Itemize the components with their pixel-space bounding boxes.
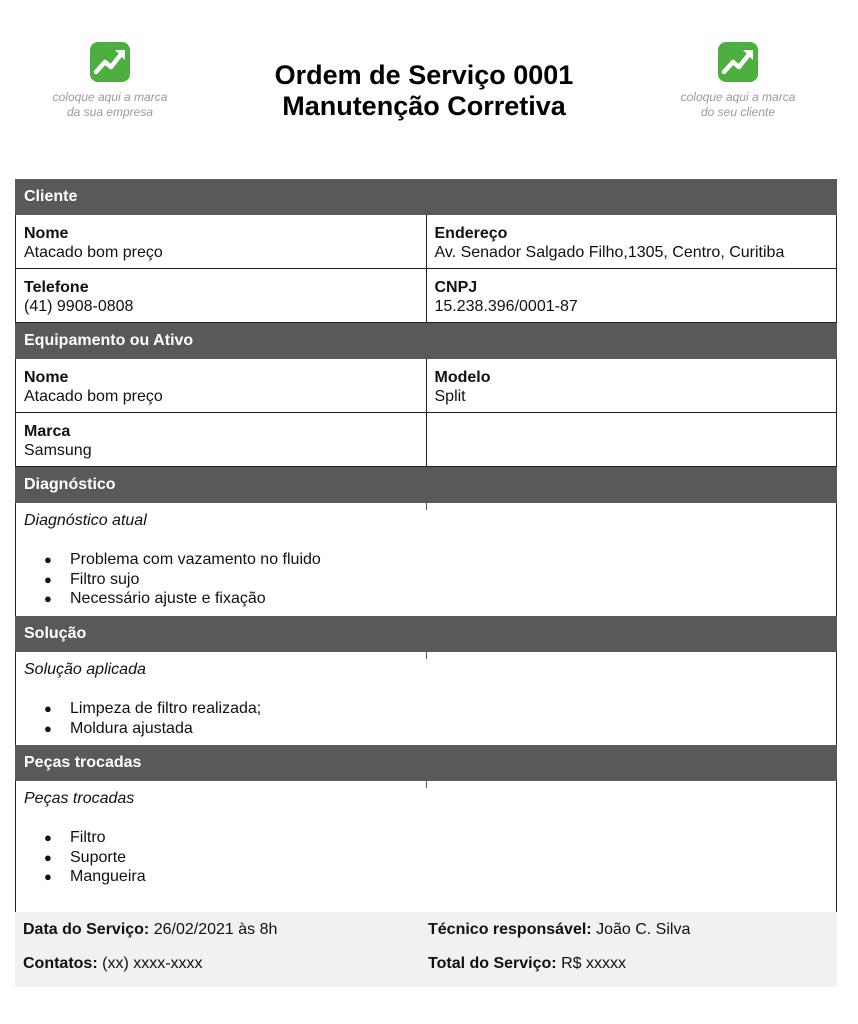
growth-arrow-logo-icon (716, 40, 760, 84)
table-row (15, 413, 837, 467)
field-cliente-nome: Nome Atacado bom preço (24, 225, 163, 261)
divider-tick (426, 503, 427, 510)
field-tecnico: Técnico responsável: João C. Silva (428, 921, 691, 938)
field-total: Total do Serviço: R$ xxxxx (428, 955, 626, 972)
field-equipamento-marca: Marca Samsung (24, 423, 92, 459)
pecas-intro: Peças trocadas (24, 790, 135, 807)
section-header-cliente: Cliente (15, 179, 837, 215)
list-item: ● Necessário ajuste e fixação (70, 589, 828, 609)
field-cliente-cnpj: CNPJ 15.238.396/0001-87 (426, 269, 837, 322)
list-item: ● Problema com vazamento no fluido (70, 550, 828, 570)
page-title: Ordem de Serviço 0001 Manutenção Corretiva (274, 60, 574, 121)
diagnostico-list (24, 550, 828, 609)
company-logo-caption: coloque aqui a marca da sua empresa (52, 90, 168, 119)
pecas-list (24, 828, 828, 887)
empty-cell (426, 413, 837, 466)
table-row (15, 269, 837, 323)
client-logo-caption: coloque aqui a marca do seu cliente (680, 90, 796, 119)
field-cliente-telefone: Telefone (41) 9908-0808 (24, 279, 134, 315)
solucao-box (15, 652, 837, 745)
section-header-diagnostico: Diagnóstico (15, 467, 837, 503)
divider-tick (426, 781, 427, 788)
pecas-box (15, 781, 837, 912)
service-order-sheet (15, 179, 837, 987)
section-header-solucao: Solução (15, 616, 837, 652)
client-logo (648, 40, 828, 120)
list-item: ● Mangueira (70, 867, 828, 887)
diagnostico-box (15, 503, 837, 616)
field-contatos: Contatos: (xx) xxxx-xxxx (23, 955, 203, 972)
table-row (15, 359, 837, 413)
divider-tick (426, 652, 427, 659)
list-item: ● Limpeza de filtro realizada; (70, 699, 828, 719)
growth-arrow-logo-icon (88, 40, 132, 84)
list-item: ● Suporte (70, 848, 828, 868)
list-item: ● Filtro sujo (70, 570, 828, 590)
list-item: ● Filtro (70, 828, 828, 848)
field-equipamento-nome: Nome Atacado bom preço (24, 369, 163, 405)
diagnostico-intro: Diagnóstico atual (24, 512, 147, 529)
solucao-list (24, 699, 828, 738)
field-equipamento-modelo: Modelo Split (426, 359, 837, 412)
list-item: ● Moldura ajustada (70, 719, 828, 739)
table-row (15, 215, 837, 269)
field-cliente-endereco: Endereço Av. Senador Salgado Filho,1305, Centro, Curitiba (426, 215, 837, 268)
service-footer (15, 912, 837, 987)
section-header-equipamento: Equipamento ou Ativo (15, 323, 837, 359)
section-header-pecas: Peças trocadas (15, 745, 837, 781)
company-logo (20, 40, 200, 120)
solucao-intro: Solução aplicada (24, 661, 146, 678)
field-data-servico: Data do Serviço: 26/02/2021 às 8h (23, 921, 278, 938)
